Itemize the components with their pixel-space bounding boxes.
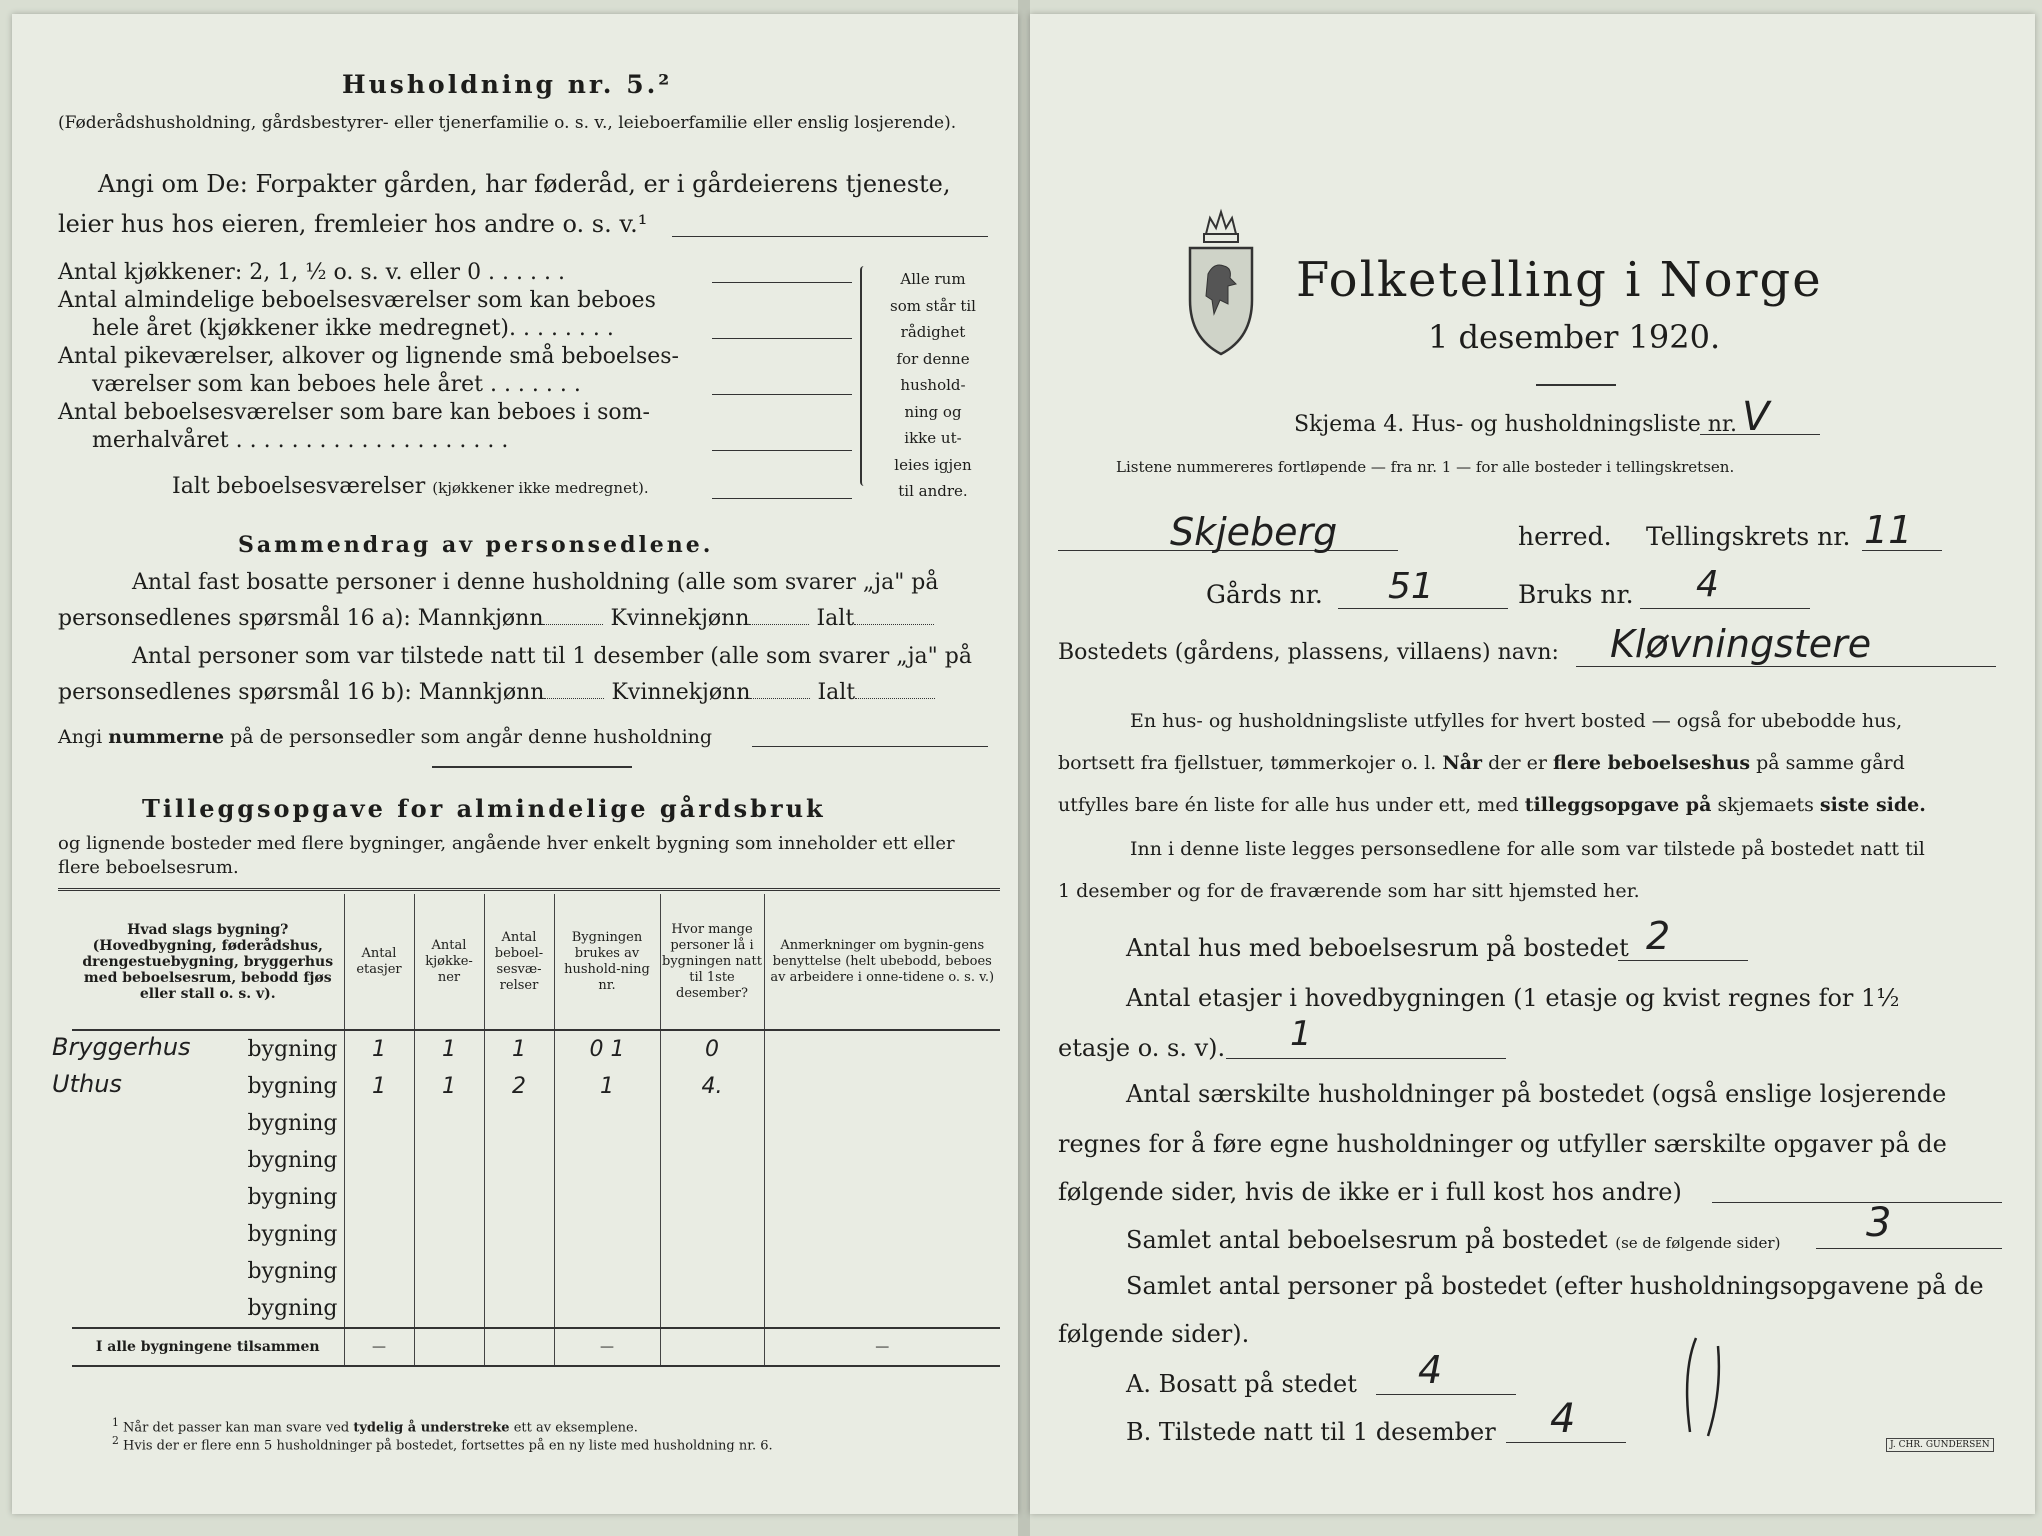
cell-etasjer: 1 xyxy=(344,1068,414,1105)
cell-anm xyxy=(764,1179,1000,1216)
skjema-label: Skjema 4. Hus- og husholdningsliste nr. xyxy=(1294,412,1737,437)
census-date: 1 desember 1920. xyxy=(1428,318,1721,356)
bygning-label: bygning xyxy=(247,1037,338,1062)
total-cell: — xyxy=(764,1328,1000,1366)
samlet-pers-2: følgende sider). xyxy=(1058,1320,1250,1348)
table-row xyxy=(72,1179,1000,1216)
census-title: Folketelling i Norge xyxy=(1296,252,1823,308)
side-note xyxy=(878,266,988,505)
table-row xyxy=(72,1142,1000,1179)
cell-husholdning xyxy=(554,1142,660,1179)
cell-personer xyxy=(660,1105,764,1142)
tilstede-value: 4 xyxy=(1550,1396,1576,1442)
cell-husholdning: 0 1 xyxy=(554,1030,660,1068)
side-note-line: som står til xyxy=(890,296,976,315)
bosatt-value: 4 xyxy=(1418,1348,1443,1392)
samlet-rum-value: 3 xyxy=(1866,1200,1892,1246)
cell-kjokkener: 1 xyxy=(414,1030,484,1068)
cell-vaerelser xyxy=(484,1216,554,1253)
left-page xyxy=(12,14,1018,1514)
cell-anm xyxy=(764,1142,1000,1179)
summary-b-2: personsedlenes spørsmål 16 b): Mannkjønn Kvinnekjønn Ialt xyxy=(58,680,935,705)
bygning-label: bygning xyxy=(247,1222,338,1247)
total-cell xyxy=(660,1328,764,1366)
cell-husholdning xyxy=(554,1105,660,1142)
samlet-pers-1: Samlet antal personer på bostedet (efter husholdningsopgavene på de xyxy=(1126,1272,1984,1300)
cell-husholdning xyxy=(554,1253,660,1290)
household-title: Husholdning nr. 5.² xyxy=(342,70,673,99)
cell-etasjer xyxy=(344,1290,414,1328)
cell-kjokkener xyxy=(414,1216,484,1253)
printer-stamp: J. CHR. GUNDERSEN xyxy=(1886,1438,1994,1452)
cell-anm xyxy=(764,1253,1000,1290)
angi-nummerne: Angi nummerne på de personsedler som angår denne husholdning xyxy=(58,726,713,748)
side-note-line: Alle rum xyxy=(900,270,966,288)
norway-coat-of-arms-icon xyxy=(1184,204,1258,360)
total-cell: — xyxy=(344,1328,414,1366)
cell-anm xyxy=(764,1068,1000,1105)
side-note-line: hushold- xyxy=(900,376,966,394)
cell-personer: 4. xyxy=(660,1068,764,1105)
table-row xyxy=(72,1068,1000,1105)
bygning-label: bygning xyxy=(247,1296,338,1321)
col-header-remarks: Anmerkninger om bygnin-gens benyttelse (helt ubebodd, beboes av arbeidere i onne-tidene o. s. v.) xyxy=(764,894,1000,1030)
side-note-line: rådighet xyxy=(900,323,966,341)
samlet-rum-label: Samlet antal beboelsesrum på bostedet (se de følgende sider) xyxy=(1126,1226,1781,1254)
cell-husholdning: 1 xyxy=(554,1068,660,1105)
side-note-line: for denne xyxy=(896,349,970,368)
household-intro: (Føderådshusholdning, gårdsbestyrer- eller tjenerfamilie o. s. v., leieboerfamilie eller enslig losjerende). xyxy=(58,113,957,133)
info-line-2: bortsett fra fjellstuer, tømmerkojer o. l. Når der er flere beboelseshus på samme gård xyxy=(1058,752,1905,774)
bruks-label: Bruks nr. xyxy=(1518,580,1634,609)
side-note-line: leies igjen xyxy=(894,455,972,474)
bosted-label: Bostedets (gårdens, plassens, villaens) navn: xyxy=(1058,640,1559,665)
summary-b-1: Antal personer som var tilstede natt til 1 desember (alle som svarer „ja" på xyxy=(132,644,972,669)
col-header-persons: Hvor mange personer lå i bygningen natt til 1ste desember? xyxy=(660,894,764,1030)
buildings-table xyxy=(52,894,1000,1367)
bygning-label: bygning xyxy=(247,1074,338,1099)
summary-title: Sammendrag av personsedlene. xyxy=(238,532,714,558)
rooms-maid-1: Antal pikeværelser, alkover og lignende små beboelses- xyxy=(58,344,679,369)
cell-personer: 0 xyxy=(660,1030,764,1068)
footnote-2: $^2$ Hvis der er flere enn 5 husholdninger på bostedet, fortsettes på en ny liste med husholdning nr. 6. xyxy=(112,1434,773,1454)
info-line-4: Inn i denne liste legges personsedlene for alle som var tilstede på bostedet natt til xyxy=(1130,838,1925,860)
cell-husholdning xyxy=(554,1290,660,1328)
cell-vaerelser xyxy=(484,1105,554,1142)
hus-label: Antal hus med beboelsesrum på bostedet xyxy=(1126,934,1629,962)
cell-kjokkener xyxy=(414,1105,484,1142)
col-header-floors: Antal etasjer xyxy=(344,894,414,1030)
cell-kjokkener xyxy=(414,1253,484,1290)
page-fold xyxy=(1018,0,1030,1536)
rooms-ordinary-2: hele året (kjøkkener ikke medregnet). . . . . . . . xyxy=(92,316,614,341)
side-note-line: til andre. xyxy=(898,482,968,500)
col-header-kitchens: Antal kjøkke-ner xyxy=(414,894,484,1030)
info-line-1: En hus- og husholdningsliste utfylles for hvert bosted — også for ubebodde hus, xyxy=(1130,710,1903,732)
gards-value: 51 xyxy=(1388,566,1434,607)
footnote-1: $^1$ Når det passer kan man svare ved tydelig å understreke ett av eksemplene. xyxy=(112,1416,638,1436)
saer-line-1: Antal særskilte husholdninger på bostedet (også enslige losjerende xyxy=(1126,1080,1947,1108)
table-row xyxy=(72,1216,1000,1253)
summary-a-2: personsedlenes spørsmål 16 a): Mannkjønn Kvinnekjønn Ialt xyxy=(58,606,934,631)
etasjer-line-1: Antal etasjer i hovedbygningen (1 etasje og kvist regnes for 1½ xyxy=(1126,984,1900,1012)
total-label: I alle bygningene tilsammen xyxy=(72,1328,344,1366)
bygning-label: bygning xyxy=(247,1111,338,1136)
building-type-cell xyxy=(72,1253,344,1290)
cell-anm xyxy=(764,1216,1000,1253)
summary-a-1: Antal fast bosatte personer i denne husholdning (alle som svarer „ja" på xyxy=(132,570,939,595)
cell-personer xyxy=(660,1179,764,1216)
cell-etasjer xyxy=(344,1179,414,1216)
rooms-ordinary-1: Antal almindelige beboelsesværelser som kan beboes xyxy=(58,288,656,313)
col-header-household: Bygningen brukes av hushold-ning nr. xyxy=(554,894,660,1030)
cell-personer xyxy=(660,1142,764,1179)
bygning-label: bygning xyxy=(247,1185,338,1210)
cell-etasjer xyxy=(344,1105,414,1142)
brace xyxy=(860,266,868,486)
cell-vaerelser: 1 xyxy=(484,1030,554,1068)
bruks-value: 4 xyxy=(1696,564,1719,605)
cell-etasjer xyxy=(344,1216,414,1253)
rooms-total: Ialt beboelsesværelser (kjøkkener ikke medregnet). xyxy=(172,474,649,499)
saer-line-2: regnes for å føre egne husholdninger og utfyller særskilte opgaver på de xyxy=(1058,1130,1947,1158)
hus-value: 2 xyxy=(1646,914,1671,958)
cell-personer xyxy=(660,1216,764,1253)
tillegg-title: Tilleggsopgave for almindelige gårdsbruk xyxy=(142,794,826,823)
total-cell xyxy=(484,1328,554,1366)
bosted-value: Kløvningstere xyxy=(1610,622,1872,666)
bygning-label: bygning xyxy=(247,1259,338,1284)
table-row xyxy=(72,1290,1000,1328)
rooms-summer-2: merhalvåret . . . . . . . . . . . . . . . . . . . . xyxy=(92,428,509,453)
info-line-5: 1 desember og for de fraværende som har sitt hjemsted her. xyxy=(1058,880,1640,902)
cell-etasjer xyxy=(344,1142,414,1179)
question-angi-1: Angi om De: Forpakter gården, har føderåd, er i gårdeierens tjeneste, xyxy=(98,170,951,198)
cell-kjokkener xyxy=(414,1142,484,1179)
cell-vaerelser xyxy=(484,1179,554,1216)
tellingskrets-label: Tellingskrets nr. xyxy=(1646,522,1851,551)
building-type-cell xyxy=(52,1030,344,1068)
building-type-cell xyxy=(72,1290,344,1328)
cell-personer xyxy=(660,1253,764,1290)
cell-kjokkener xyxy=(414,1290,484,1328)
cell-husholdning xyxy=(554,1179,660,1216)
cell-vaerelser: 2 xyxy=(484,1068,554,1105)
skjema-value: V xyxy=(1742,394,1770,440)
building-type-cell xyxy=(72,1216,344,1253)
building-type-cell xyxy=(72,1105,344,1142)
herred-label: herred. xyxy=(1518,522,1612,551)
table-row xyxy=(72,1105,1000,1142)
building-type-cell xyxy=(72,1142,344,1179)
total-cell: — xyxy=(554,1328,660,1366)
building-type-cell xyxy=(72,1179,344,1216)
total-cell xyxy=(414,1328,484,1366)
cell-etasjer: 1 xyxy=(344,1030,414,1068)
cell-personer xyxy=(660,1290,764,1328)
cell-vaerelser xyxy=(484,1290,554,1328)
info-line-3: utfylles bare én liste for alle hus under ett, med tilleggsopgave på skjemaets siste side. xyxy=(1058,794,1926,816)
side-note-line: ning og xyxy=(904,402,962,421)
rooms-maid-2: værelser som kan beboes hele året . . . . . . . xyxy=(92,372,581,397)
tellingskrets-value: 11 xyxy=(1864,508,1913,552)
cell-vaerelser xyxy=(484,1142,554,1179)
building-type-cell xyxy=(52,1068,344,1105)
cell-husholdning xyxy=(554,1216,660,1253)
cell-vaerelser xyxy=(484,1253,554,1290)
bosatt-label: A. Bosatt på stedet xyxy=(1126,1370,1357,1398)
question-angi-2: leier hus hos eieren, fremleier hos andre o. s. v.¹ xyxy=(58,210,648,238)
tillegg-subtitle: og lignende bosteder med flere bygninger, angående hver enkelt bygning som inneholder ett eller flere beboelsesrum. xyxy=(58,833,955,878)
building-name: Uthus xyxy=(52,1070,122,1098)
col-header-rooms: Antal beboel-sesvæ-relser xyxy=(484,894,554,1030)
right-page xyxy=(1030,14,2035,1514)
saer-line-3: følgende sider, hvis de ikke er i full kost hos andre) xyxy=(1058,1178,1682,1206)
building-name: Bryggerhus xyxy=(52,1033,191,1061)
cell-anm xyxy=(764,1105,1000,1142)
etasjer-line-2: etasje o. s. v). xyxy=(1058,1034,1226,1062)
bygning-label: bygning xyxy=(247,1148,338,1173)
rooms-kitchens: Antal kjøkkener: 2, 1, ½ o. s. v. eller 0 . . . . . . xyxy=(58,260,565,285)
cell-kjokkener: 1 xyxy=(414,1068,484,1105)
cell-kjokkener xyxy=(414,1179,484,1216)
herred-value: Skjeberg xyxy=(1170,510,1338,554)
cell-anm xyxy=(764,1290,1000,1328)
cell-etasjer xyxy=(344,1253,414,1290)
col-header-building-type: Hvad slags bygning? (Hovedbygning, føderådshus, drengestuebygning, bryggerhus med beboelsesrum, bebodd fjøs eller stall o. s. v). xyxy=(72,894,344,1030)
tilstede-label: B. Tilstede natt til 1 desember xyxy=(1126,1418,1496,1446)
table-header-row xyxy=(72,894,1000,1030)
etasjer-value: 1 xyxy=(1290,1014,1312,1054)
listene-note: Listene nummereres fortløpende — fra nr. 1 — for alle bosteder i tellingskretsen. xyxy=(1116,458,1735,476)
table-row xyxy=(72,1030,1000,1068)
table-row xyxy=(72,1253,1000,1290)
rooms-summer-1: Antal beboelsesværelser som bare kan beboes i som- xyxy=(58,400,650,425)
pen-mark xyxy=(1678,1332,1728,1442)
table-total-row xyxy=(72,1328,1000,1366)
side-note-line: ikke ut- xyxy=(904,429,962,447)
gards-label: Gårds nr. xyxy=(1206,580,1323,609)
cell-anm xyxy=(764,1030,1000,1068)
